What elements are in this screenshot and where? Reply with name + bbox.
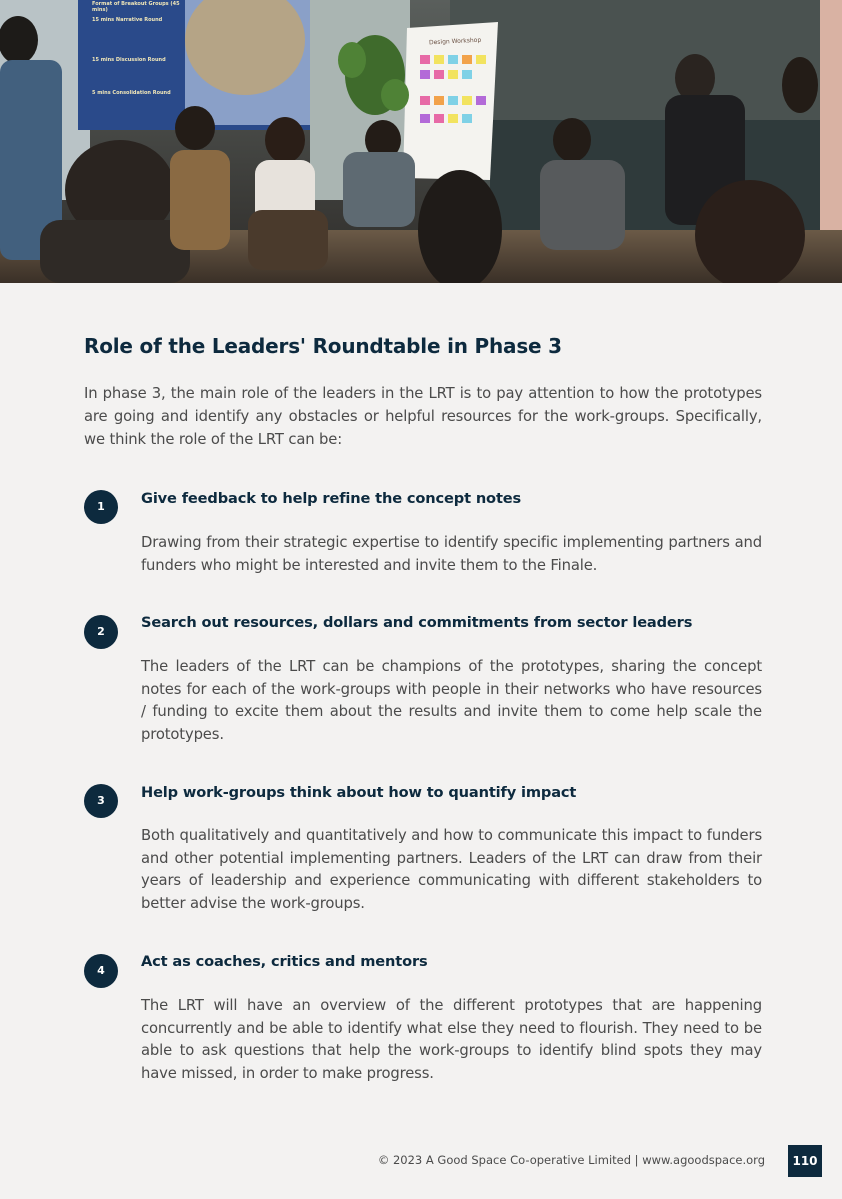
flipchart-title: Design Workshop — [428, 36, 482, 47]
slide-line-a: 15 mins Narrative Round — [92, 17, 163, 23]
role-item-title: Act as coaches, critics and mentors — [141, 953, 428, 970]
slide-heading-text: Format of Breakout Groups (45 mins) — [92, 1, 180, 13]
page-number: 110 — [788, 1145, 822, 1177]
workshop-photo — [0, 0, 842, 283]
workshop-photo-illustration — [0, 0, 842, 283]
role-item-title: Give feedback to help refine the concept notes — [141, 490, 522, 507]
number-badge: 3 — [84, 784, 118, 818]
number-badge: 4 — [84, 954, 118, 988]
page-title: Role of the Leaders' Roundtable in Phase 3 — [84, 334, 562, 358]
role-item-body: The LRT will have an overview of the different prototypes that are happening concurrently and be able to identify what else they need to flourish. They need to be able to ask questions that help the work-groups to identify blind spots they may have missed, in order to make progress. — [141, 997, 762, 1082]
role-item-body: Both qualitatively and quantitatively and how to communicate this impact to funders and other potential implementing partners. Leaders of the LRT can draw from their years of leadership and experience communicating with different stakeholders to better advise the work-groups. — [141, 827, 762, 912]
slide-line-b: 15 mins Discussion Round — [92, 57, 166, 63]
role-item-title: Help work-groups think about how to quantify impact — [141, 784, 577, 801]
number-badge: 2 — [84, 615, 118, 649]
slide-line-c: 5 mins Consolidation Round — [92, 90, 171, 96]
number-badge: 1 — [84, 490, 118, 524]
role-item-title: Search out resources, dollars and commitments from sector leaders — [141, 614, 693, 631]
role-item-body: The leaders of the LRT can be champions of the prototypes, sharing the concept notes for each of the work-groups with people in their networks who have resources / funding to excite them about the results and invite them to come help scale the prototypes. — [141, 658, 762, 743]
intro-paragraph: In phase 3, the main role of the leaders in the LRT is to pay attention to how the prototypes are going and identify any obstacles or helpful resources for the work-groups. Specifically, we think the role of the LRT can be: — [84, 385, 762, 448]
footer-copyright: © 2023 A Good Space Co-operative Limited | www.agoodspace.org — [377, 1153, 765, 1167]
role-item-body: Drawing from their strategic expertise to identify specific implementing partners and funders who might be interested and invite them to the Finale. — [141, 534, 762, 574]
